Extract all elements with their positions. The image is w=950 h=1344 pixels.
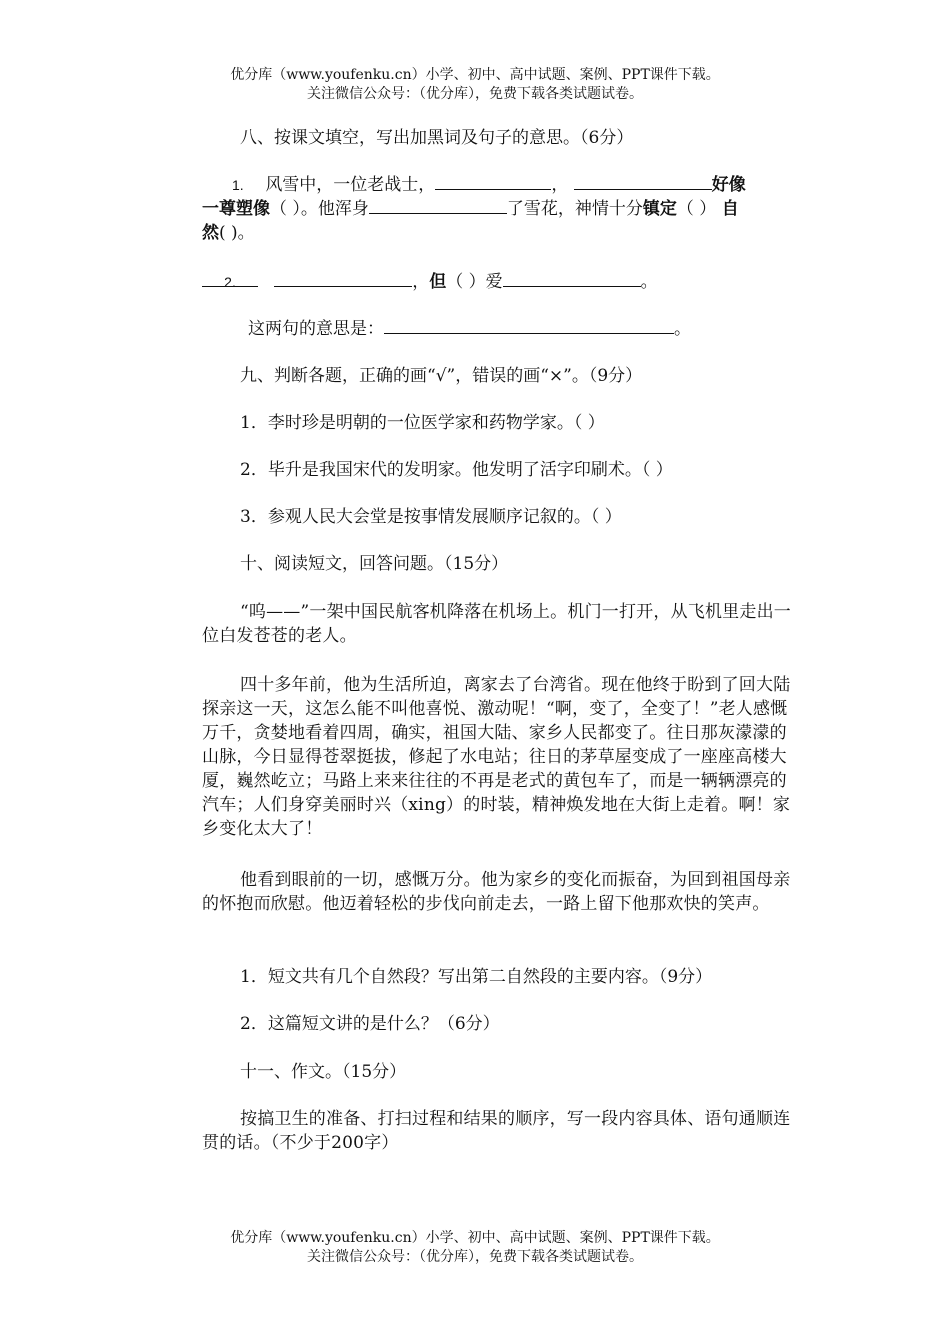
section-10-question-1: 1．短文共有几个自然段？写出第二自然段的主要内容。（9分） <box>240 967 713 987</box>
section-9-item-3: 3．参观人民大会堂是按事情发展顺序记叙的。（ ） <box>240 507 622 527</box>
blank[interactable] <box>274 270 412 287</box>
blank[interactable] <box>574 173 712 190</box>
section-8-q2: 2. ，但（ ）爱 。 <box>202 270 802 294</box>
section-9-title: 九、判断各题，正确的画“√”，错误的画“×”。（9分） <box>240 366 643 386</box>
section-9-item-1: 1．李时珍是明朝的一位医学家和药物学家。（ ） <box>240 413 605 433</box>
section-8-q1-line-2: 一尊塑像（ ）。他浑身 了雪花，神情十分镇定（ ） 自 <box>202 199 739 219</box>
header-line-2: 关注微信公众号：（优分库），免费下载各类试题试卷。 <box>307 86 643 102</box>
passage-paragraph-2: 四十多年前，他为生活所迫，离家去了台湾省。现在他终于盼到了回大陆探亲这一天，这怎么能不叫他喜悦、激动呢！“啊，变了，全变了！”老人感慨万千，贪婪地看着四周，确实，祖国大陆、家乡人民都变了。往日那灰濛濛的山脉，今日显得苍翠挺拔，修起了水电站；往日的茅草屋变成了一座座高楼大厦，巍然屹立；马路上来来往往的不再是老式的黄包车了，而是一辆辆漂亮的汽车；人们身穿美丽时兴（xing）的时装，精神焕发地在大街上走着。啊！家乡变化太大了！ <box>202 675 791 839</box>
blank[interactable] <box>435 173 551 190</box>
q2-number-blank[interactable]: 2. <box>202 270 258 287</box>
blank[interactable] <box>384 317 674 334</box>
section-10-title: 十、阅读短文，回答问题。（15分） <box>240 554 509 574</box>
passage-paragraph-3: 他看到眼前的一切，感慨万分。他为家乡的变化而振奋，为回到祖国母亲的怀抱而欣慰。他迈着轻松的步伐向前走去，一路上留下他那欢快的笑声。 <box>202 870 791 914</box>
section-8-q1-line-3: 然( )。 <box>202 223 255 243</box>
blank[interactable] <box>503 270 641 287</box>
q1-number: 1. <box>232 177 244 193</box>
passage-paragraph-1: “呜——”一架中国民航客机降落在机场上。机门一打开，从飞机里走出一位白发苍苍的老人。 <box>202 602 791 646</box>
section-8-meaning: 这两句的意思是： 。 <box>248 319 691 339</box>
section-8-title: 八、按课文填空，写出加黑词及句子的意思。（6分） <box>240 128 634 148</box>
footer-line-1: 优分库（www.youfenku.cn）小学、初中、高中试题、案例、PPT课件下载。 <box>230 1230 720 1246</box>
section-9-item-2: 2．毕升是我国宋代的发明家。他发明了活字印刷术。（ ） <box>240 460 673 480</box>
footer-line-2: 关注微信公众号：（优分库），免费下载各类试题试卷。 <box>307 1249 643 1265</box>
essay-prompt: 按搞卫生的准备、打扫过程和结果的顺序，写一段内容具体、语句通顺连贯的话。（不少于200字） <box>202 1109 791 1153</box>
blank[interactable] <box>369 197 507 214</box>
section-10-question-2: 2．这篇短文讲的是什么？（6分） <box>240 1014 500 1034</box>
header-line-1: 优分库（www.youfenku.cn）小学、初中、高中试题、案例、PPT课件下载。 <box>230 67 720 83</box>
section-8-q1-line-1: 1. 风雪中，一位老战士， ， 好像 <box>232 175 746 195</box>
section-11-title: 十一、作文。（15分） <box>240 1062 407 1082</box>
